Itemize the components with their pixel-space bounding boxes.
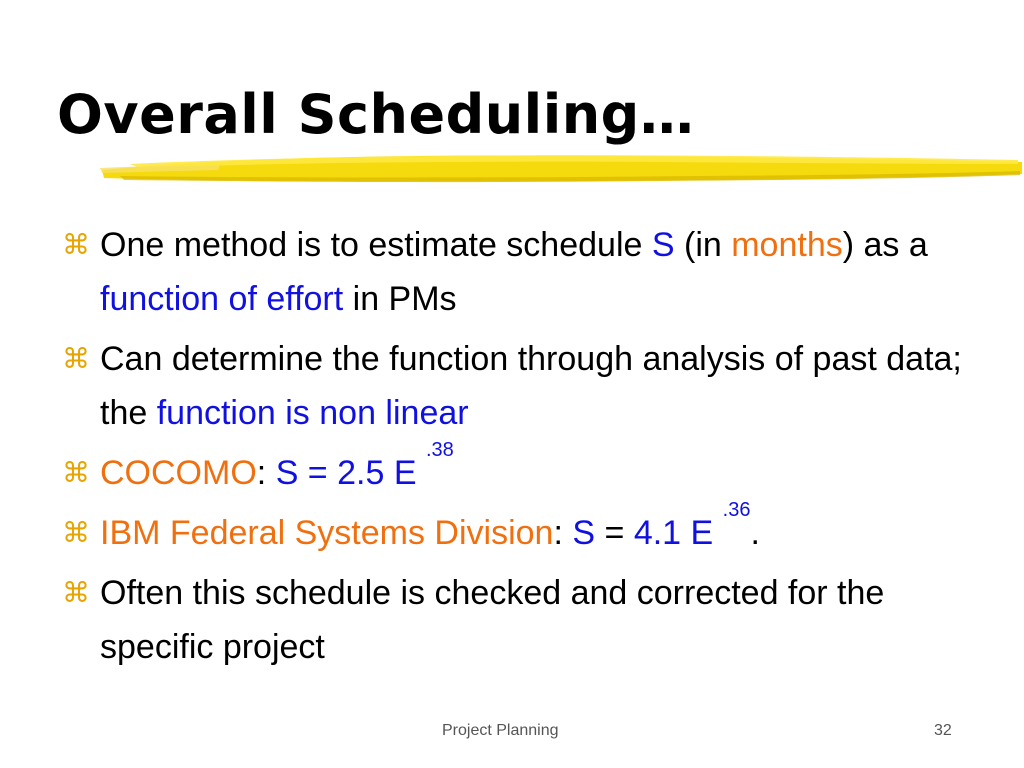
bullet-item xyxy=(62,499,982,560)
bullet-text: S xyxy=(651,226,675,264)
slide-title: Overall Scheduling… xyxy=(57,83,695,146)
exponent-text: .36 xyxy=(722,499,751,521)
bullet-item xyxy=(62,332,982,440)
bullet-text: Can determine the function through analysis of past data; the xyxy=(100,340,962,432)
page-number: 32 xyxy=(934,722,952,739)
bullet-item xyxy=(62,218,982,326)
bullet-text: in PMs xyxy=(343,280,457,318)
bullet-text: (in xyxy=(674,226,732,264)
bullet-text: . xyxy=(750,514,760,552)
command-icon: ⌘ xyxy=(62,576,90,609)
command-icon: ⌘ xyxy=(62,516,90,549)
command-icon: ⌘ xyxy=(62,342,90,375)
bullet-list xyxy=(62,218,982,680)
bullet-text: S = 2.5 E xyxy=(275,454,426,492)
bullet-text: S xyxy=(572,514,596,552)
footer-label: Project Planning xyxy=(442,722,559,739)
command-icon: ⌘ xyxy=(62,228,90,261)
bullet-text: = xyxy=(595,514,634,552)
bullet-text: COCOMO xyxy=(100,454,257,492)
command-icon: ⌘ xyxy=(62,456,90,489)
bullet-text: Often this schedule is checked and corrected for the specific project xyxy=(100,574,885,666)
bullet-text: function is non linear xyxy=(156,394,469,432)
bullet-text: 4.1 E xyxy=(633,514,723,552)
title-underline-brush-stroke xyxy=(100,148,1024,190)
bullet-text: function of effort xyxy=(100,280,344,318)
bullet-item xyxy=(62,566,982,674)
bullet-text: months xyxy=(731,226,843,264)
bullet-text: One method is to estimate schedule xyxy=(100,226,652,264)
exponent-text: .38 xyxy=(425,439,454,461)
bullet-text: IBM Federal Systems Division xyxy=(100,514,554,552)
bullet-text: : xyxy=(256,454,276,492)
bullet-text: ) as a xyxy=(842,226,928,264)
bullet-text: : xyxy=(553,514,573,552)
bullet-item xyxy=(62,439,982,500)
